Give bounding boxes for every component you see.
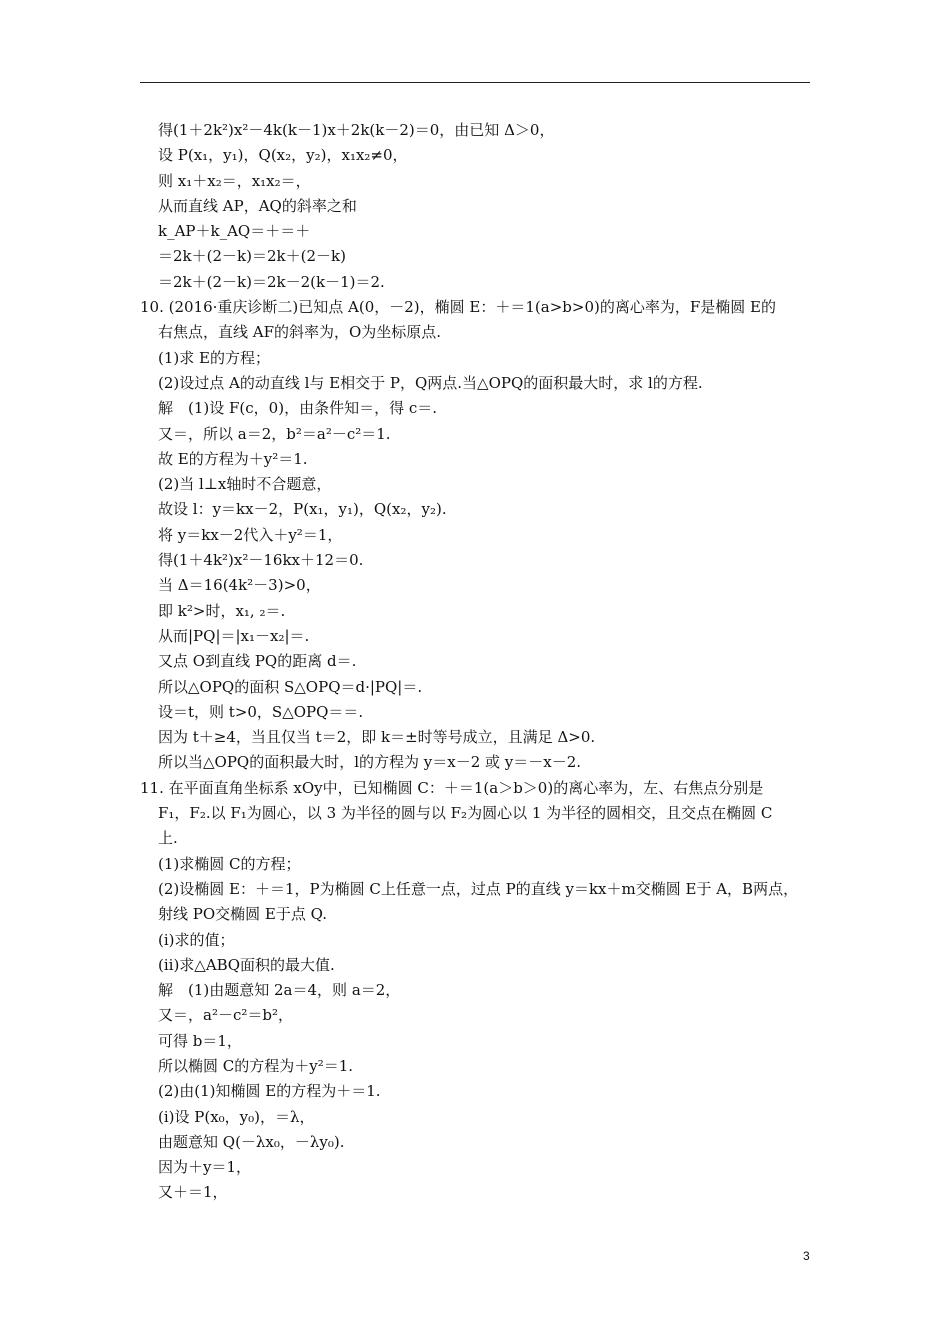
- text-line: 设 P(x₁，y₁)，Q(x₂，y₂)，x₁x₂≠0，: [158, 146, 408, 165]
- text-line: 得(1＋2k²)x²－4k(k－1)x＋2k(k－2)＝0，由已知 Δ＞0，: [158, 121, 555, 139]
- text-line: 又＝，a²－c²＝b²，: [158, 1006, 293, 1025]
- text-line: 又点 O到直线 PQ的距离 d＝.: [158, 652, 357, 671]
- text-line: 从而直线 AP，AQ的斜率之和: [158, 196, 357, 215]
- text-line: ＝2k＋(2－k)＝2k＋(2－k): [158, 247, 346, 266]
- text-line: (ⅰ)求的值；: [158, 930, 235, 949]
- page-number: 3: [803, 1249, 810, 1263]
- text-line: 得(1＋4k²)x²－16kx＋12＝0.: [158, 551, 364, 570]
- text-line: (1)求椭圆 C的方程；: [158, 854, 301, 873]
- text-line: 右焦点，直线 AF的斜率为，O为坐标原点.: [158, 323, 442, 342]
- text-line: 因为＋y＝1，: [158, 1158, 252, 1177]
- text-line: 又＋＝1，: [158, 1183, 228, 1202]
- text-line: F₁，F₂.以 F₁为圆心，以 3 为半径的圆与以 F₂为圆心以 1 为半径的圆相交，且交点在椭圆 C: [158, 804, 773, 823]
- text-line: (2)设过点 A的动直线 l与 E相交于 P，Q两点.当△OPQ的面积最大时，求 l的方程.: [158, 373, 703, 392]
- text-line: 即 k²>时，x₁, ₂＝.: [158, 601, 286, 620]
- text-line: k_AP＋k_AQ＝＋＝＋: [158, 222, 311, 241]
- text-line: 解 (1)由题意知 2a＝4，则 a＝2，: [158, 981, 401, 1000]
- text-line: 因为 t＋≥4，当且仅当 t＝2，即 k＝±时等号成立，且满足 Δ>0.: [158, 728, 596, 747]
- text-line: 又＝，所以 a＝2，b²＝a²－c²＝1.: [158, 424, 391, 443]
- text-line: 可得 b＝1，: [158, 1031, 242, 1050]
- text-line: 所以当△OPQ的面积最大时，l的方程为 y＝x－2 或 y＝－x－2.: [158, 753, 582, 772]
- text-line: ＝2k＋(2－k)＝2k－2(k－1)＝2.: [158, 272, 385, 291]
- header-rule: [140, 82, 810, 83]
- text-line: (2)由(1)知椭圆 E的方程为＋＝1.: [158, 1082, 381, 1101]
- text-line: 解 (1)设 F(c，0)，由条件知＝，得 c＝.: [158, 399, 438, 418]
- document-body: [140, 118, 810, 1206]
- text-line: 当 Δ＝16(4k²－3)>0，: [158, 576, 321, 595]
- text-line: (ⅰ)设 P(x₀，y₀)，＝λ，: [158, 1107, 315, 1126]
- text-line: (2)设椭圆 E：＋＝1，P为椭圆 C上任意一点，过点 P的直线 y＝kx＋m交椭圆 E于 A，B两点，: [158, 879, 799, 898]
- text-line: 故 E的方程为＋y²＝1.: [158, 449, 308, 468]
- text-line: 从而|PQ|＝|x₁－x₂|＝.: [158, 626, 310, 645]
- text-line: 故设 l：y＝kx－2，P(x₁，y₁)，Q(x₂，y₂).: [158, 500, 447, 519]
- problem-11-heading: 11. 在平面直角坐标系 xOy中，已知椭圆 C：＋＝1(a＞b＞0)的离心率为，左、右焦点分别是: [140, 778, 764, 797]
- text-line: 将 y＝kx－2代入＋y²＝1，: [158, 525, 343, 544]
- text-line: 射线 PO交椭圆 E于点 Q.: [158, 905, 327, 924]
- text-line: (1)求 E的方程；: [158, 348, 270, 367]
- text-line: 上.: [158, 829, 178, 848]
- text-line: 所以椭圆 C的方程为＋y²＝1.: [158, 1056, 354, 1075]
- text-line: 由题意知 Q(－λx₀，－λy₀).: [158, 1132, 345, 1151]
- text-line: 则 x₁＋x₂＝，x₁x₂＝，: [158, 171, 311, 190]
- text-line: (ⅱ)求△ABQ面积的最大值.: [158, 955, 335, 974]
- text-line: 所以△OPQ的面积 S△OPQ＝d·|PQ|＝.: [158, 677, 423, 696]
- text-line: (2)当 l⊥x轴时不合题意，: [158, 475, 332, 494]
- problem-10-heading: 10. (2016·重庆诊断二)已知点 A(0，－2)，椭圆 E：＋＝1(a>b>0)的离心率为，F是椭圆 E的: [140, 298, 776, 317]
- text-line: 设＝t，则 t>0，S△OPQ＝＝.: [158, 702, 364, 721]
